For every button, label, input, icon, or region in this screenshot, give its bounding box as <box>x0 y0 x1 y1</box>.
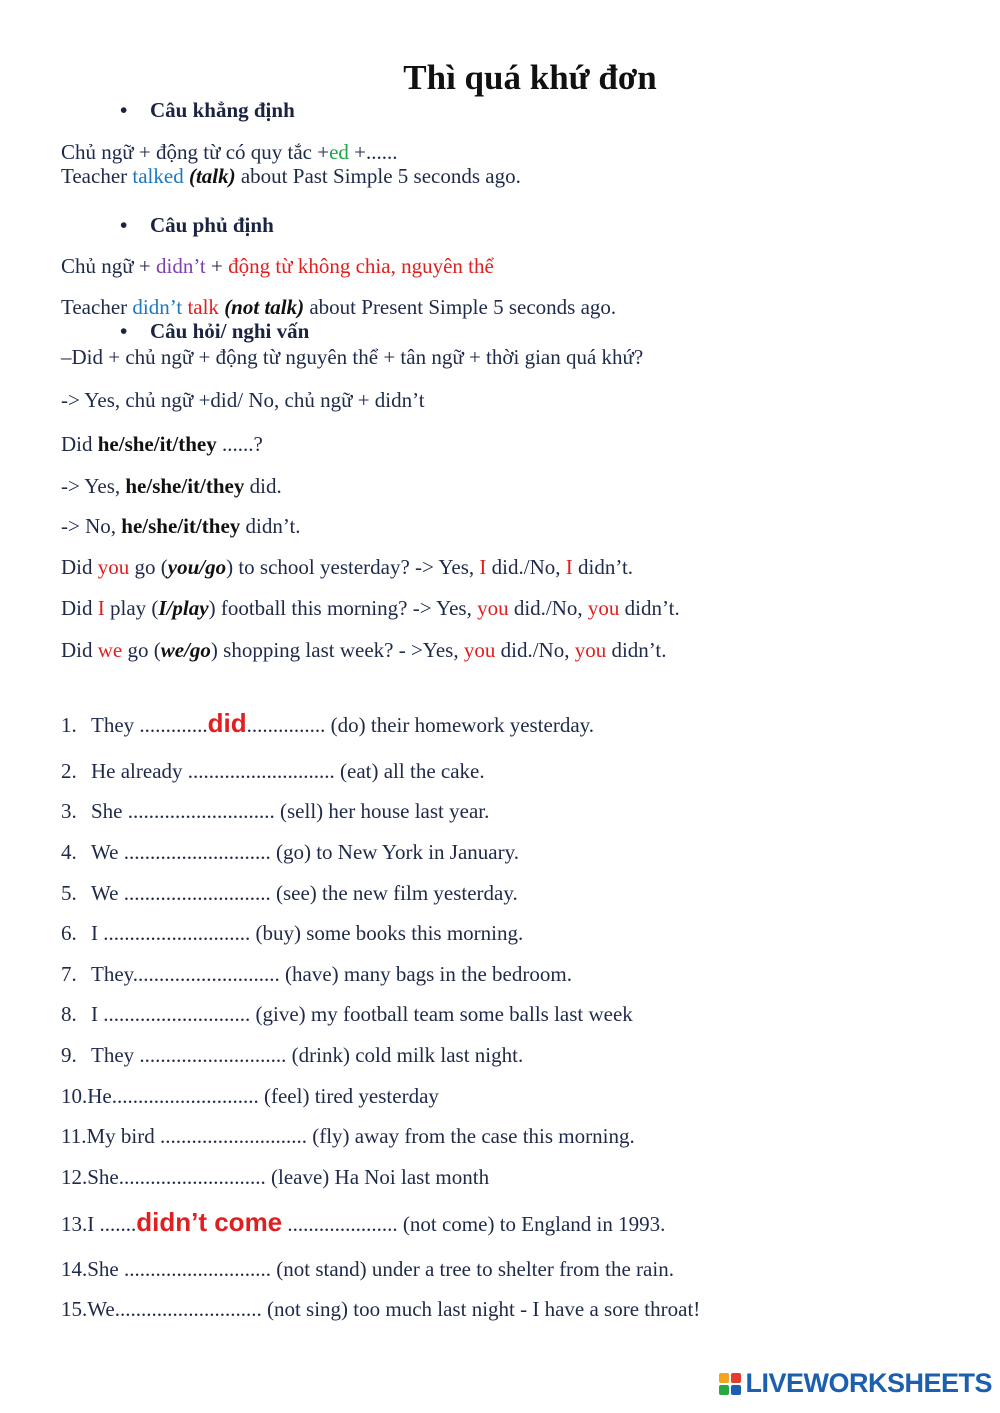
negative-example: Teacher didn’t talk (not talk) about Present Simple 5 seconds ago. <box>61 295 617 319</box>
exercise-item-5: 5. We ............................ (see) the new film yesterday. <box>61 881 518 905</box>
exercise-item-6: 6. I ............................ (buy) some books this morning. <box>61 921 524 945</box>
answer-input-3[interactable]: She ............................ (sell) her house last year. <box>91 799 490 823</box>
exercise-item-4: 4. We ............................ (go) to New York in January. <box>61 840 519 864</box>
heading-question: • Câu hỏi/ nghi vấn <box>120 319 310 343</box>
question-example-2: Did I play (I/play) football this morning? -> Yes, you did./No, you didn’t. <box>61 596 680 620</box>
question-example-1: Did you go (you/go) to school yesterday? -> Yes, I did./No, I didn’t. <box>61 555 634 579</box>
exercise-item-3: 3. She ............................ (sell) her house last year. <box>61 799 490 823</box>
bullet-icon: • <box>120 319 128 343</box>
liveworksheets-logo-icon <box>719 1373 741 1395</box>
exercise-item-15: 15.We............................ (not sing) too much last night - I have a sore throat! <box>61 1297 701 1321</box>
exercise-item-9: 9. They ............................ (drink) cold milk last night. <box>61 1043 524 1067</box>
exercise-item-12: 12.She............................ (leave) Ha Noi last month <box>61 1165 490 1189</box>
exercise-item-13: 13.I .......didn’t come ..................... (not come) to England in 1993. <box>61 1207 666 1237</box>
exercise-item-7: 7. They............................ (have) many bags in the bedroom. <box>61 962 572 986</box>
answer-input-9[interactable]: They ............................ (drink) cold milk last night. <box>91 1043 524 1067</box>
bullet-icon: • <box>120 213 128 237</box>
affirmative-formula: Chủ ngữ + động từ có quy tắc +ed +...... <box>61 140 398 164</box>
bullet-icon: • <box>120 98 128 122</box>
answer-input-8[interactable]: I ............................ (give) my football team some balls last week <box>91 1002 633 1026</box>
affirmative-example: Teacher talked (talk) about Past Simple 5 seconds ago. <box>61 164 521 188</box>
answer-input-10[interactable]: He............................ (feel) tired yesterday <box>87 1084 439 1108</box>
answer-input-14[interactable]: She ............................ (not stand) under a tree to shelter from the rain. <box>87 1257 674 1281</box>
question-formula: –Did + chủ ngữ + động từ nguyên thể + tân ngữ + thời gian quá khứ? <box>61 345 644 369</box>
exercise-item-11: 11.My bird ............................ (fly) away from the case this morning. <box>61 1124 635 1148</box>
answer-input-13[interactable]: didn’t come <box>136 1207 283 1237</box>
question-no-pattern: -> No, he/she/it/they didn’t. <box>61 514 301 538</box>
page-title: Thì quá khứ đơn <box>403 58 657 97</box>
answer-input-6[interactable]: I ............................ (buy) some books this morning. <box>91 921 524 945</box>
exercise-item-8: 8. I ............................ (give) my football team some balls last week <box>61 1002 633 1026</box>
question-answer-formula: -> Yes, chủ ngữ +did/ No, chủ ngữ + didn’t <box>61 388 425 412</box>
negative-formula: Chủ ngữ + didn’t + động từ không chia, nguyên thể <box>61 254 494 278</box>
heading-negative: • Câu phủ định <box>120 213 274 237</box>
exercise-item-14: 14.She ............................ (not stand) under a tree to shelter from the rain. <box>61 1257 674 1281</box>
answer-input-2[interactable]: He already ............................ (eat) all the cake. <box>91 759 485 783</box>
answer-input-7[interactable]: They............................ (have) many bags in the bedroom. <box>91 962 572 986</box>
answer-input-4[interactable]: We ............................ (go) to New York in January. <box>91 840 519 864</box>
answer-input-15[interactable]: We............................ (not sing) too much last night - I have a sore throat! <box>87 1297 701 1321</box>
exercise-item-10: 10.He............................ (feel) tired yesterday <box>61 1084 439 1108</box>
question-example-3: Did we go (we/go) shopping last week? - >Yes, you did./No, you didn’t. <box>61 638 667 662</box>
answer-input-1[interactable]: did <box>207 708 247 738</box>
answer-input-5[interactable]: We ............................ (see) the new film yesterday. <box>91 881 518 905</box>
heading-affirmative: • Câu khẳng định <box>120 98 295 122</box>
question-pattern: Did he/she/it/they ......? <box>61 432 263 456</box>
exercise-item-1: 1. They .............did............... (do) their homework yesterday. <box>61 708 595 738</box>
exercise-item-2: 2. He already ............................ (eat) all the cake. <box>61 759 485 783</box>
question-yes-pattern: -> Yes, he/she/it/they did. <box>61 474 282 498</box>
answer-input-12[interactable]: She............................ (leave) Ha Noi last month <box>87 1165 490 1189</box>
answer-input-11[interactable]: My bird ............................ (fly) away from the case this morning. <box>86 1124 635 1148</box>
liveworksheets-logo[interactable]: LIVEWORKSHEETS <box>719 1368 992 1399</box>
